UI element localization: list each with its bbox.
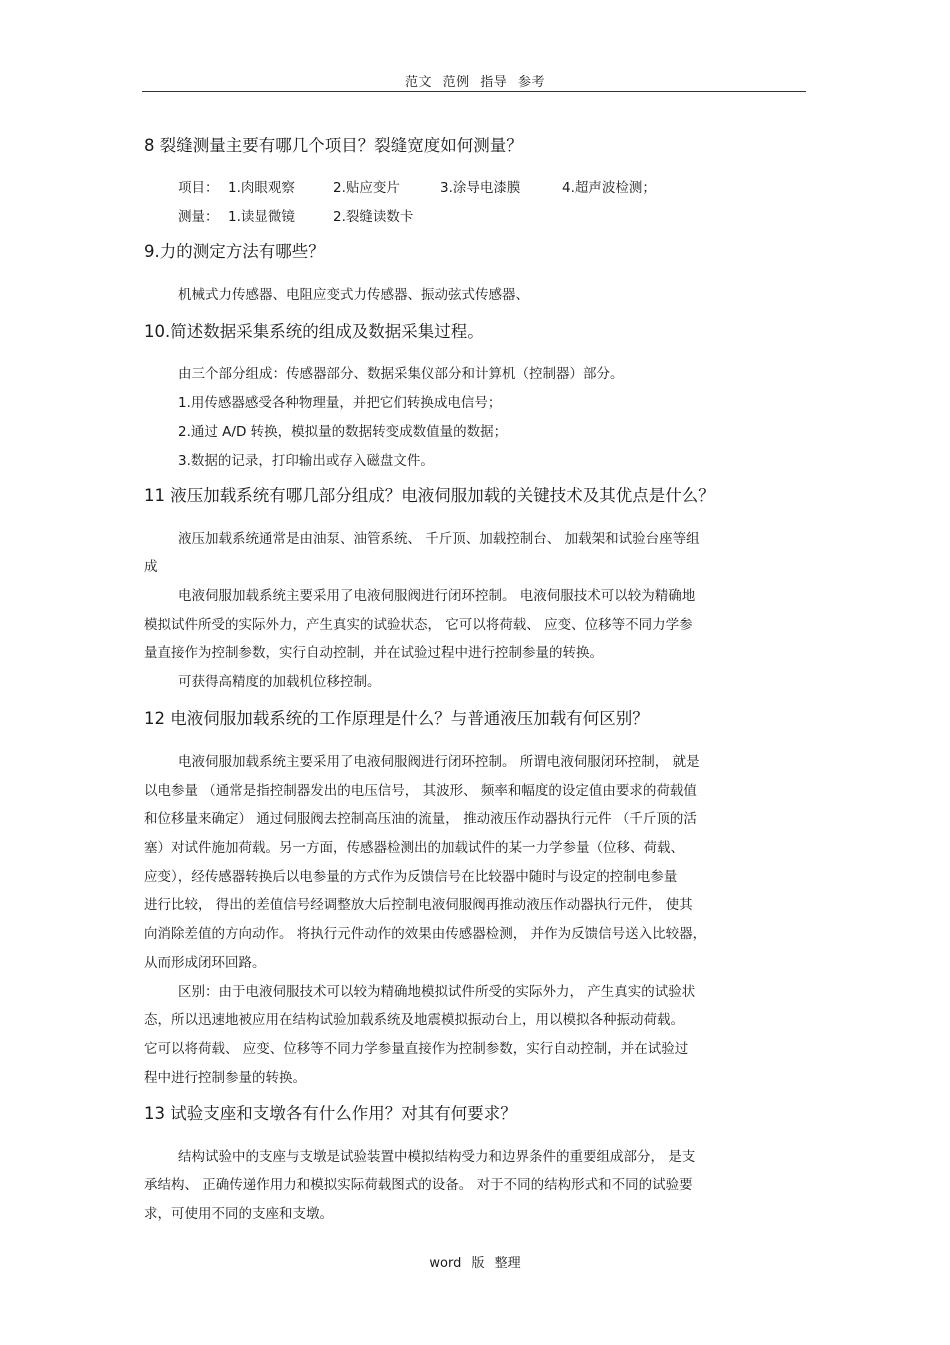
q11-line: 成: [144, 559, 158, 575]
q11-line: 电液伺服加载系统主要采用了电液伺服阀进行闭环控制。 电液伺服技术可以较为精确地: [178, 588, 696, 604]
q12-line: 向消除差值的方向动作。 将执行元件动作的效果由传感器检测， 并作为反馈信号送入比较器，: [144, 926, 707, 942]
q12-line: 和位移量来确定） 通过伺服阀去控制高压油的流量， 推动液压作动器执行元件 （千斤顶的活: [144, 811, 697, 827]
page-footer: word 版 整理: [429, 1256, 521, 1271]
q12-line: 以电参量 （通常是指控制器发出的电压信号， 其波形、 频率和幅度的设定值由要求的荷载值: [144, 783, 697, 799]
q9-answer: 机械式力传感器、电阻应变式力传感器、振动弦式传感器、: [178, 287, 529, 303]
q11-line: 量直接作为控制参数，实行自动控制，并在试验过程中进行控制参量的转换。: [144, 645, 603, 661]
q8-item: 1.肉眼观察: [228, 180, 295, 196]
q8-measure-label: 测量：: [178, 209, 219, 225]
question-12-title: 12 电液伺服加载系统的工作原理是什么？与普通液压加载有何区别？: [144, 709, 649, 728]
q11-line: 模拟试件所受的实际外力，产生真实的试验状态， 它可以将荷载、 应变、位移等不同力学参: [144, 617, 693, 633]
q11-line: 液压加载系统通常是由油泵、油管系统、 千斤顶、加载控制台、 加载架和试验台座等组: [178, 531, 700, 547]
question-13-title: 13 试验支座和支墩各有什么作用？对其有何要求？: [144, 1104, 517, 1123]
q12-line: 塞）对试件施加荷载。另一方面，传感器检测出的加载试件的某一力学参量（位移、荷载、: [144, 840, 684, 856]
q8-measure: 2.裂缝读数卡: [333, 209, 414, 225]
q8-measure-row: [178, 205, 778, 223]
page-header: 范文 范例 指导 参考: [405, 75, 545, 90]
q12-line: 应变），经传感器转换后以电参量的方式作为反馈信号在比较器中随时与设定的控制电参量: [144, 869, 678, 885]
q12-line: 它可以将荷载、 应变、位移等不同力学参量直接作为控制参数，实行自动控制，并在试验过: [144, 1041, 689, 1057]
header-divider: [142, 91, 806, 92]
q8-item: 3.涂导电漆膜: [440, 180, 521, 196]
q12-line: 电液伺服加载系统主要采用了电液伺服阀进行闭环控制。 所谓电液伺服闭环控制， 就是: [178, 754, 700, 770]
q12-line: 态，所以迅速地被应用在结构试验加载系统及地震模拟振动台上，用以模拟各种振动荷载。: [144, 1012, 684, 1028]
q8-items-label: 项目：: [178, 180, 219, 196]
q13-line: 承结构、 正确传递作用力和模拟实际荷载图式的设备。 对于不同的结构形式和不同的试验要: [144, 1177, 693, 1193]
q8-item: 2.贴应变片: [333, 180, 400, 196]
q12-line: 从而形成闭环回路。: [144, 955, 266, 971]
q12-line: 进行比较， 得出的差值信号经调整放大后控制电液伺服阀再推动液压作动器执行元件， 使其: [144, 897, 693, 913]
q12-line: 程中进行控制参量的转换。: [144, 1070, 306, 1086]
q8-measure: 1.读显微镜: [228, 209, 295, 225]
q10-line: 3.数据的记录，打印输出或存入磁盘文件。: [178, 453, 434, 469]
q11-line: 可获得高精度的加载机位移控制。: [178, 674, 381, 690]
question-9-title: 9.力的测定方法有哪些？: [144, 242, 325, 261]
question-11-title: 11 液压加载系统有哪几部分组成？电液伺服加载的关键技术及其优点是什么？: [144, 486, 715, 505]
question-10-title: 10.简述数据采集系统的组成及数据采集过程。: [144, 322, 484, 341]
q8-item: 4.超声波检测；: [562, 180, 656, 196]
q10-line: 1.用传感器感受各种物理量，并把它们转换成电信号；: [178, 395, 502, 411]
q12-line: 区别：由于电液伺服技术可以较为精确地模拟试件所受的实际外力， 产生真实的试验状: [178, 984, 696, 1000]
q8-items-row: [178, 176, 778, 194]
q13-line: 结构试验中的支座与支墩是试验装置中模拟结构受力和边界条件的重要组成部分， 是支: [178, 1149, 696, 1165]
q10-line: 由三个部分组成：传感器部分、数据采集仪部分和计算机（控制器）部分。: [178, 366, 624, 382]
q13-line: 求，可使用不同的支座和支墩。: [144, 1206, 333, 1222]
q10-line: 2.通过 A/D 转换，模拟量的数据转变成数值量的数据；: [178, 424, 508, 440]
question-8-title: 8 裂缝测量主要有哪几个项目？裂缝宽度如何测量？: [144, 136, 523, 155]
